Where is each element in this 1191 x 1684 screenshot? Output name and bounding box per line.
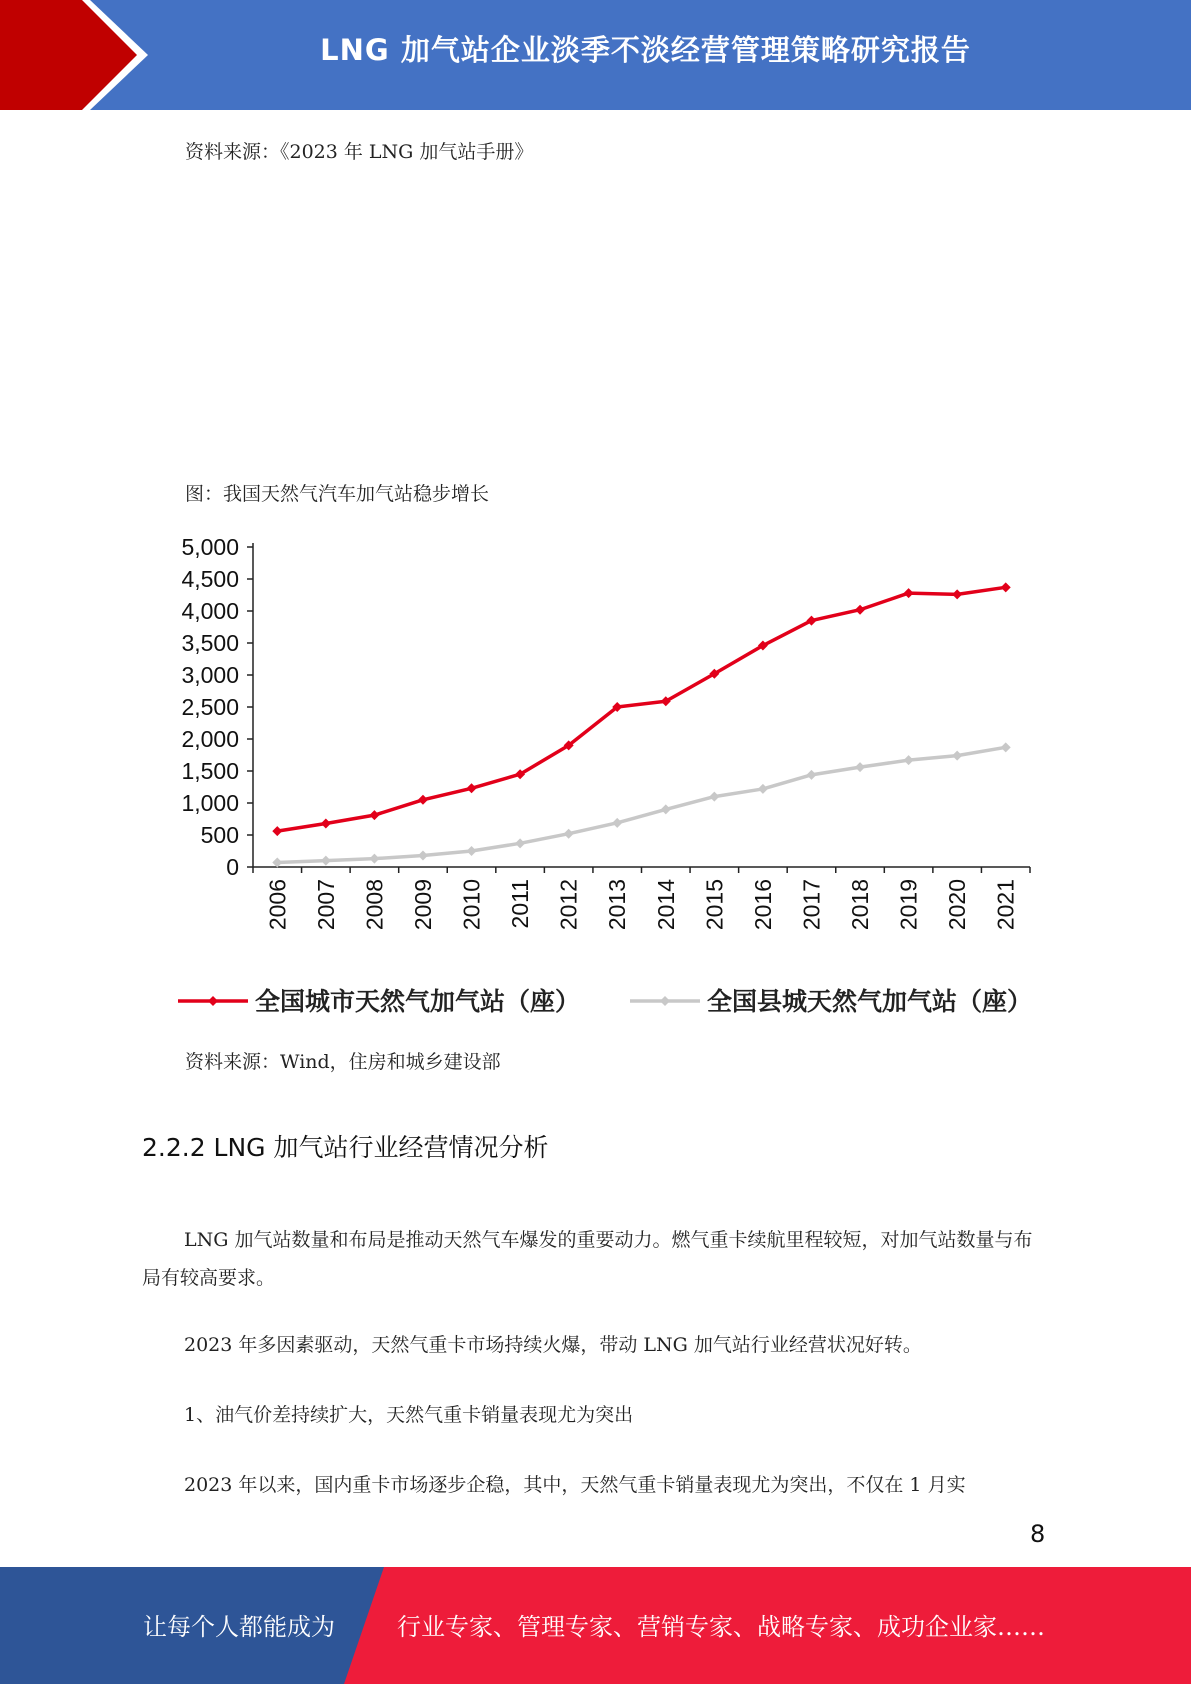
x-tick-label: 2016 <box>749 879 776 931</box>
data-point-marker <box>515 838 525 848</box>
x-tick-label: 2014 <box>652 879 679 931</box>
data-point-marker <box>467 846 477 856</box>
series-line <box>277 747 1005 862</box>
x-tick-label: 2020 <box>944 879 971 931</box>
x-tick-label: 2007 <box>312 879 339 931</box>
data-point-marker <box>661 804 671 814</box>
series-line <box>277 587 1005 831</box>
line-chart <box>140 525 1060 1025</box>
legend-marker <box>660 996 670 1006</box>
data-point-marker <box>272 826 282 836</box>
paragraph-3: 1、油气价差持续扩大，天然气重卡销量表现尤为突出 <box>184 1404 634 1426</box>
paragraph-1: LNG 加气站数量和布局是推动天然气车爆发的重要动力。燃气重卡续航里程较短，对加气站数量与布局有较高要求。 <box>142 1229 1033 1289</box>
data-point-marker <box>272 858 282 868</box>
page-header <box>0 0 1191 110</box>
data-point-marker <box>855 605 865 615</box>
legend-label: 全国县城天然气加气站（座） <box>707 987 1033 1016</box>
x-tick-label: 2021 <box>992 879 1019 931</box>
data-point-marker <box>855 762 865 772</box>
x-tick-label: 2011 <box>507 879 534 929</box>
x-tick-label: 2013 <box>604 879 631 931</box>
paragraph-2: 2023 年多因素驱动，天然气重卡市场持续火爆，带动 LNG 加气站行业经营状况好转。 <box>184 1334 922 1356</box>
data-point-marker <box>321 818 331 828</box>
y-tick-label: 3,500 <box>181 630 239 656</box>
page-footer <box>0 1567 1191 1684</box>
data-point-marker <box>709 792 719 802</box>
x-tick-label: 2009 <box>409 879 436 931</box>
data-point-marker <box>321 856 331 866</box>
y-tick-label: 2,500 <box>181 694 239 720</box>
x-tick-label: 2006 <box>264 879 291 931</box>
x-tick-label: 2008 <box>361 879 388 931</box>
data-point-marker <box>369 810 379 820</box>
data-point-marker <box>904 755 914 765</box>
y-tick-label: 4,500 <box>181 566 239 592</box>
figure-caption: 图：我国天然气汽车加气站稳步增长 <box>185 483 490 505</box>
source-note-top: 资料来源：《2023 年 LNG 加气站手册》 <box>185 141 534 163</box>
data-point-marker <box>418 850 428 860</box>
y-tick-label: 0 <box>226 854 239 880</box>
x-tick-label: 2019 <box>895 879 922 931</box>
data-point-marker <box>806 770 816 780</box>
data-point-marker <box>904 588 914 598</box>
page-number: 8 <box>1030 1520 1046 1548</box>
y-tick-label: 1,500 <box>181 758 239 784</box>
legend-marker <box>208 996 218 1006</box>
header-arrow-decoration <box>0 0 160 110</box>
data-point-marker <box>1001 582 1011 592</box>
report-title: LNG 加气站企业淡季不淡经营管理策略研究报告 <box>320 33 971 67</box>
data-point-marker <box>952 589 962 599</box>
y-tick-label: 5,000 <box>181 534 239 560</box>
source-note-chart: 资料来源：Wind，住房和城乡建设部 <box>185 1051 501 1073</box>
y-tick-label: 2,000 <box>181 726 239 752</box>
legend-label: 全国城市天然气加气站（座） <box>255 987 581 1016</box>
footer-slogan-right: 行业专家、管理专家、营销专家、战略专家、成功企业家…… <box>397 1613 1045 1641</box>
x-tick-label: 2017 <box>798 879 825 931</box>
data-point-marker <box>758 784 768 794</box>
section-heading: 2.2.2 LNG 加气站行业经营情况分析 <box>142 1133 549 1162</box>
x-tick-label: 2018 <box>847 879 874 931</box>
data-point-marker <box>564 829 574 839</box>
data-point-marker <box>418 795 428 805</box>
data-point-marker <box>952 751 962 761</box>
data-point-marker <box>1001 742 1011 752</box>
y-tick-label: 1,000 <box>181 790 239 816</box>
paragraph-4: 2023 年以来，国内重卡市场逐步企稳，其中，天然气重卡销量表现尤为突出，不仅在 1 月实 <box>184 1474 966 1496</box>
x-tick-label: 2010 <box>458 879 485 931</box>
footer-slogan-left: 让每个人都能成为 <box>143 1613 335 1641</box>
data-point-marker <box>467 783 477 793</box>
y-tick-label: 500 <box>200 822 239 848</box>
data-point-marker <box>612 818 622 828</box>
x-tick-label: 2012 <box>555 879 582 931</box>
y-tick-label: 3,000 <box>181 662 239 688</box>
y-tick-label: 4,000 <box>181 598 239 624</box>
x-tick-label: 2015 <box>701 879 728 931</box>
data-point-marker <box>369 854 379 864</box>
